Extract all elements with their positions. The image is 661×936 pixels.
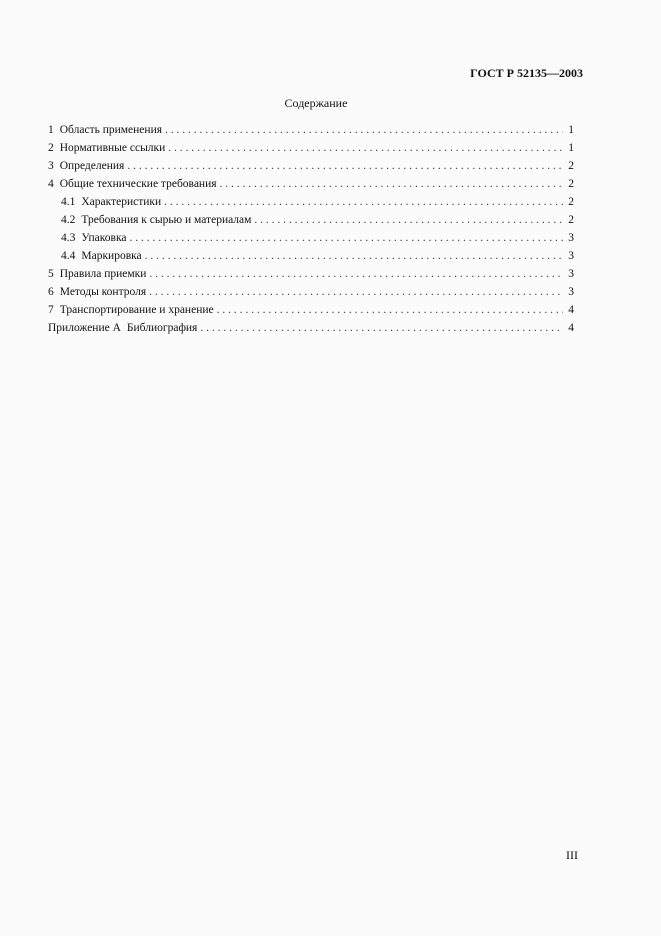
toc-entry-appendix-a[interactable] bbox=[48, 319, 574, 337]
toc-entry-page: 4 bbox=[568, 304, 574, 316]
toc-entry-page: 2 bbox=[568, 196, 574, 208]
toc-entry-title: Методы контроля bbox=[59, 286, 147, 298]
toc-entry-number: 4 bbox=[48, 178, 54, 190]
dot-leader bbox=[149, 265, 563, 283]
toc-entry-title: Характеристики bbox=[81, 196, 162, 208]
toc-entry-6[interactable] bbox=[48, 283, 574, 301]
toc-entry-page: 2 bbox=[568, 214, 574, 226]
toc-entry-4-1[interactable] bbox=[48, 193, 574, 211]
toc-title: Содержание bbox=[284, 96, 348, 110]
toc-entry-number: 1 bbox=[48, 124, 54, 136]
toc-entry-number: 2 bbox=[48, 142, 54, 154]
toc-entry-page: 4 bbox=[568, 322, 574, 334]
toc-entry-4-4[interactable] bbox=[48, 247, 574, 265]
dot-leader bbox=[129, 229, 563, 247]
toc-entry-number: 3 bbox=[48, 160, 54, 172]
toc-entry-number: 4.4 bbox=[61, 250, 76, 262]
dot-leader bbox=[164, 193, 563, 211]
toc-entry-4[interactable] bbox=[48, 175, 574, 193]
toc-entry-number: 4.1 bbox=[61, 196, 76, 208]
toc-entry-3[interactable] bbox=[48, 157, 574, 175]
toc-entry-page: 3 bbox=[568, 268, 574, 280]
dot-leader bbox=[165, 121, 563, 139]
dot-leader bbox=[217, 301, 563, 319]
dot-leader bbox=[200, 319, 563, 337]
toc-entry-title: Область применения bbox=[59, 124, 163, 136]
toc-entry-title: Определения bbox=[59, 160, 125, 172]
toc-entry-number: 4.2 bbox=[61, 214, 76, 226]
toc-entry-title: Маркировка bbox=[81, 250, 142, 262]
toc-entry-title: Транспортирование и хранение bbox=[59, 304, 214, 316]
dot-leader bbox=[149, 283, 563, 301]
document-code: ГОСТ Р 52135—2003 bbox=[470, 66, 583, 80]
toc-entry-page: 1 bbox=[568, 142, 574, 154]
toc-entry-page: 3 bbox=[568, 232, 574, 244]
toc-entry-4-2[interactable] bbox=[48, 211, 574, 229]
toc-entry-number: 6 bbox=[48, 286, 54, 298]
toc-entry-4-3[interactable] bbox=[48, 229, 574, 247]
dot-leader bbox=[127, 157, 563, 175]
toc-entry-page: 2 bbox=[568, 178, 574, 190]
toc-entry-title: Общие технические требования bbox=[59, 178, 217, 190]
toc-entry-number: Приложение А bbox=[48, 322, 121, 334]
toc-entry-title: Нормативные ссылки bbox=[59, 142, 166, 154]
toc-entry-title: Упаковка bbox=[81, 232, 127, 244]
toc-entry-7[interactable] bbox=[48, 301, 574, 319]
toc-entry-page: 1 bbox=[568, 124, 574, 136]
toc-entry-page: 3 bbox=[568, 286, 574, 298]
toc-entry-title: Библиография bbox=[126, 322, 198, 334]
dot-leader bbox=[254, 211, 563, 229]
toc-entry-2[interactable] bbox=[48, 139, 574, 157]
table-of-contents bbox=[48, 121, 574, 337]
toc-entry-5[interactable] bbox=[48, 265, 574, 283]
dot-leader bbox=[168, 139, 563, 157]
toc-entry-title: Правила приемки bbox=[59, 268, 147, 280]
toc-entry-1[interactable] bbox=[48, 121, 574, 139]
toc-entry-number: 5 bbox=[48, 268, 54, 280]
dot-leader bbox=[220, 175, 563, 193]
toc-entry-number: 7 bbox=[48, 304, 54, 316]
toc-entry-title: Требования к сырью и материалам bbox=[81, 214, 252, 226]
toc-entry-page: 2 bbox=[568, 160, 574, 172]
dot-leader bbox=[145, 247, 563, 265]
toc-entry-page: 3 bbox=[568, 250, 574, 262]
page-number: III bbox=[566, 848, 578, 862]
toc-entry-number: 4.3 bbox=[61, 232, 76, 244]
